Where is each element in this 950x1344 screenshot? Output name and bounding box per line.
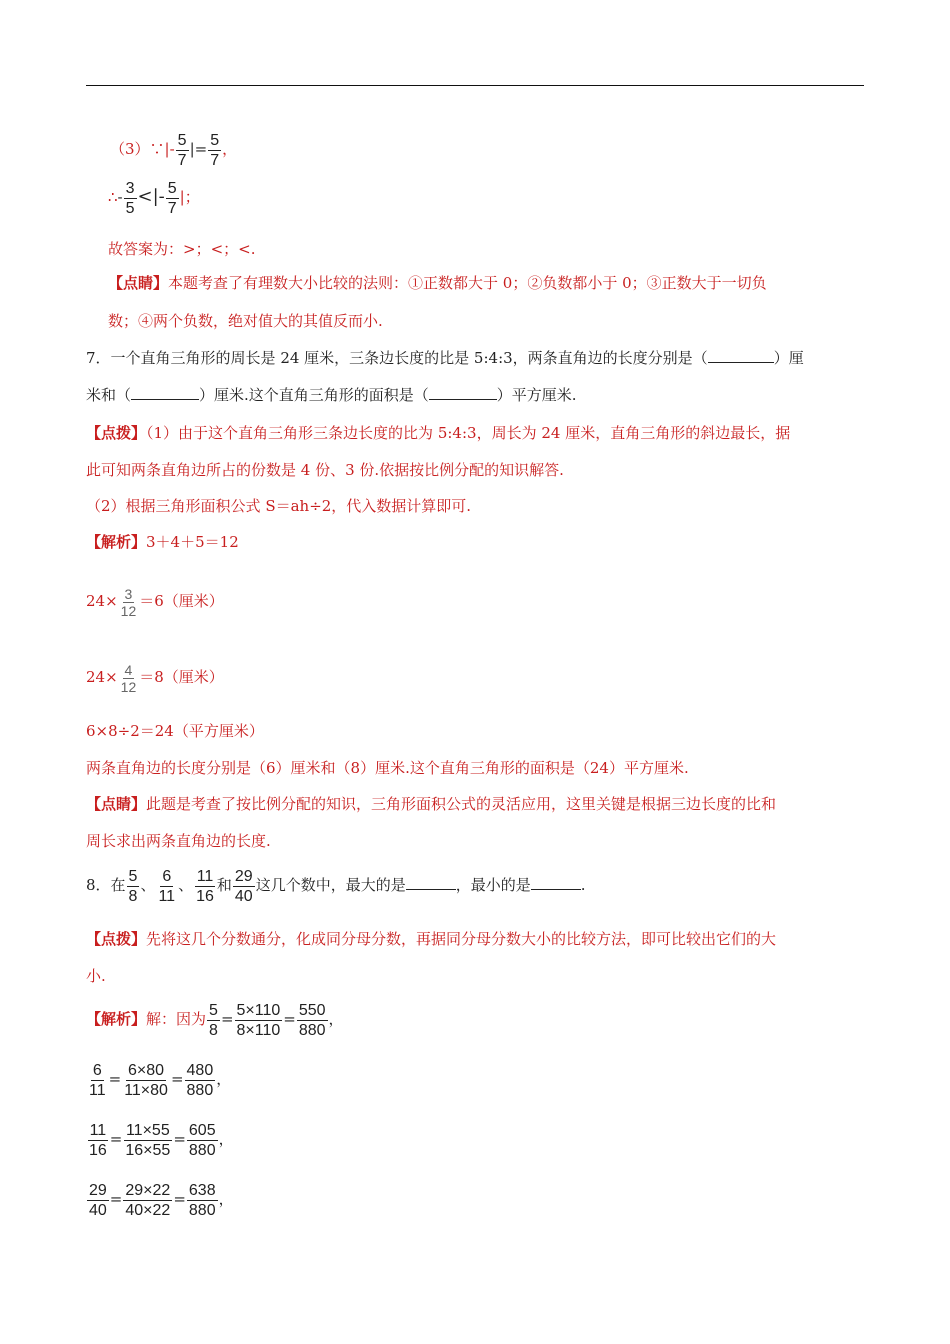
- and-word: 和: [216, 876, 232, 894]
- fraction: $\frac{29\times 22}{40\times 22}$: [125, 1181, 171, 1219]
- q8-dianbo-line1: [86, 928, 776, 950]
- q7-dianbo-line2: 此可知两条直角边所占的份数是 4 份、3 份.依据按比例分配的知识解答.: [86, 461, 564, 479]
- jiexi-text: 3＋4＋5＝12: [146, 533, 239, 551]
- comma: ，: [222, 140, 238, 158]
- fraction: $\frac{6}{11}$: [89, 1061, 106, 1099]
- comma: ，: [218, 1130, 234, 1148]
- fraction: $\frac{4}{12}$: [120, 661, 137, 695]
- equals: =: [283, 1010, 296, 1028]
- separator: 、: [140, 876, 156, 894]
- q7-calc2: [86, 654, 224, 700]
- dianbo-text: （1）由于这个直角三角形三条边长度的比为 5:4:3，周长为 24 厘米，直角三角形的斜边最长，据: [146, 424, 791, 442]
- equals: =: [173, 1130, 186, 1148]
- abs-eq: |=: [189, 140, 208, 158]
- q8-dianbo-line2: 小.: [86, 967, 106, 985]
- answer-blank[interactable]: [429, 384, 497, 400]
- fraction: $\frac{5}{8}$: [128, 867, 138, 905]
- q8-jiexi-eq1: [86, 996, 344, 1042]
- dianjing-text: 本题考查了有理数大小比较的法则：①正数都大于 0；②负数都小于 0；③正数大于一切负: [168, 274, 767, 292]
- fraction: $\frac{5}{8}$: [209, 1001, 218, 1039]
- q6-answer: 故答案为：>；<；<.: [108, 240, 256, 258]
- q8-eq4: [86, 1176, 234, 1222]
- separator: 、: [178, 876, 194, 894]
- fraction: $\frac{11\times 55}{16\times 55}$: [125, 1121, 171, 1159]
- fraction: $\frac{11}{16}$: [89, 1121, 107, 1159]
- fraction: $\frac{550}{880}$: [298, 1001, 326, 1039]
- q8-eq2: [86, 1056, 231, 1102]
- q7-text: ）厘: [773, 349, 804, 367]
- dianjing-tag: 【点睛】: [86, 795, 147, 813]
- q7-calc3: 6×8÷2＝24（平方厘米）: [86, 722, 264, 740]
- equals: =: [108, 1070, 122, 1088]
- fraction: $\frac{480}{880}$: [186, 1061, 214, 1099]
- abs-end: |；: [179, 188, 200, 206]
- lt-abs: <|-: [137, 186, 165, 207]
- q7-text: 7．一个直角三角形的周长是 24 厘米，三条边长度的比是 5:4:3，两条直角边的长度分别是（: [86, 349, 708, 367]
- calc-pre: 24×: [86, 592, 118, 610]
- fraction: $\frac{6\times 80}{11\times 80}$: [124, 1061, 168, 1099]
- q7-jiexi: [86, 531, 239, 553]
- answer-blank[interactable]: [708, 347, 774, 363]
- equals: =: [173, 1190, 186, 1208]
- dianjing-text: 此题是考查了按比例分配的知识，三角形面积公式的灵活应用，这里关键是根据三边长度的比和: [146, 795, 777, 813]
- q7-dianbo-line1: [86, 422, 790, 444]
- neg-sign: -: [117, 188, 123, 206]
- comma: ，: [216, 1070, 232, 1088]
- q7-text: ）平方厘米.: [496, 386, 577, 404]
- calc-post: ＝6（厘米）: [139, 592, 224, 610]
- q7-dianjing-line1: [86, 793, 776, 815]
- q8-question: [86, 862, 586, 908]
- fraction: $\frac{638}{880}$: [188, 1181, 216, 1219]
- q8-text: 这几个数中，最大的是: [255, 876, 406, 894]
- dianbo-tag: 【点拨】: [86, 930, 147, 948]
- q6-therefore: [108, 174, 200, 220]
- q7-text: 米和（: [86, 386, 132, 404]
- fraction: $\frac{6}{11}$: [158, 867, 176, 905]
- q8-text: 8．在: [86, 876, 126, 894]
- q6-dianjing-line1: [108, 272, 767, 294]
- q8-eq3: [86, 1116, 234, 1162]
- answer-blank[interactable]: [531, 874, 581, 890]
- q7-calc1: [86, 578, 224, 624]
- dianjing-tag: 【点睛】: [108, 274, 169, 292]
- therefore-symbol: ∴: [108, 188, 118, 206]
- equals: =: [220, 1010, 234, 1028]
- fraction: $\frac{5}{7}$: [167, 179, 177, 217]
- equals: =: [109, 1190, 123, 1208]
- answer-blank[interactable]: [406, 874, 456, 890]
- q8-text: .: [580, 876, 586, 894]
- equals: =: [170, 1070, 184, 1088]
- fraction: $\frac{5}{7}$: [210, 131, 220, 169]
- fraction: $\frac{29}{40}$: [234, 867, 253, 905]
- calc-post: ＝8（厘米）: [139, 668, 224, 686]
- dianbo-text: 先将这几个分数通分，化成同分母分数，再据同分母分数大小的比较方法，即可比较出它们的大: [146, 930, 777, 948]
- jiexi-tag: 【解析】: [86, 533, 147, 551]
- q6-step3: [110, 126, 237, 172]
- calc-pre: 24×: [86, 668, 118, 686]
- fraction: $\frac{29}{40}$: [89, 1181, 107, 1219]
- q7-dianjing-line2: 周长求出两条直角边的长度.: [86, 832, 271, 850]
- equals: =: [109, 1130, 123, 1148]
- fraction: $\frac{11}{16}$: [196, 867, 214, 905]
- comma: ，: [218, 1190, 234, 1208]
- dianbo-tag: 【点拨】: [86, 424, 147, 442]
- q7-question-line1: [86, 347, 804, 369]
- q7-question-line2: [86, 384, 577, 406]
- q7-conclusion: 两条直角边的长度分别是（6）厘米和（8）厘米.这个直角三角形的面积是（24）平方厘米.: [86, 759, 689, 777]
- fraction: $\frac{3}{12}$: [120, 585, 137, 619]
- comma: ，: [328, 1010, 344, 1028]
- q6-step3-prefix: （3）∵|-: [110, 140, 175, 158]
- jiexi-tag: 【解析】: [86, 1010, 147, 1028]
- q7-dianbo-line3: （2）根据三角形面积公式 S＝ah÷2，代入数据计算即可.: [86, 497, 472, 515]
- jiexi-text: 解：因为: [146, 1010, 207, 1028]
- fraction: $\frac{5}{7}$: [177, 131, 187, 169]
- fraction: $\frac{5\times 110}{8\times 110}$: [236, 1001, 281, 1039]
- fraction: $\frac{605}{880}$: [188, 1121, 216, 1159]
- answer-blank[interactable]: [131, 384, 199, 400]
- q7-text: ）厘米.这个直角三角形的面积是（: [199, 386, 429, 404]
- header-rule: [86, 85, 864, 86]
- fraction: $\frac{3}{5}$: [125, 179, 135, 217]
- q6-dianjing-line2: 数；④两个负数，绝对值大的其值反而小.: [108, 312, 383, 330]
- q8-text: ，最小的是: [455, 876, 531, 894]
